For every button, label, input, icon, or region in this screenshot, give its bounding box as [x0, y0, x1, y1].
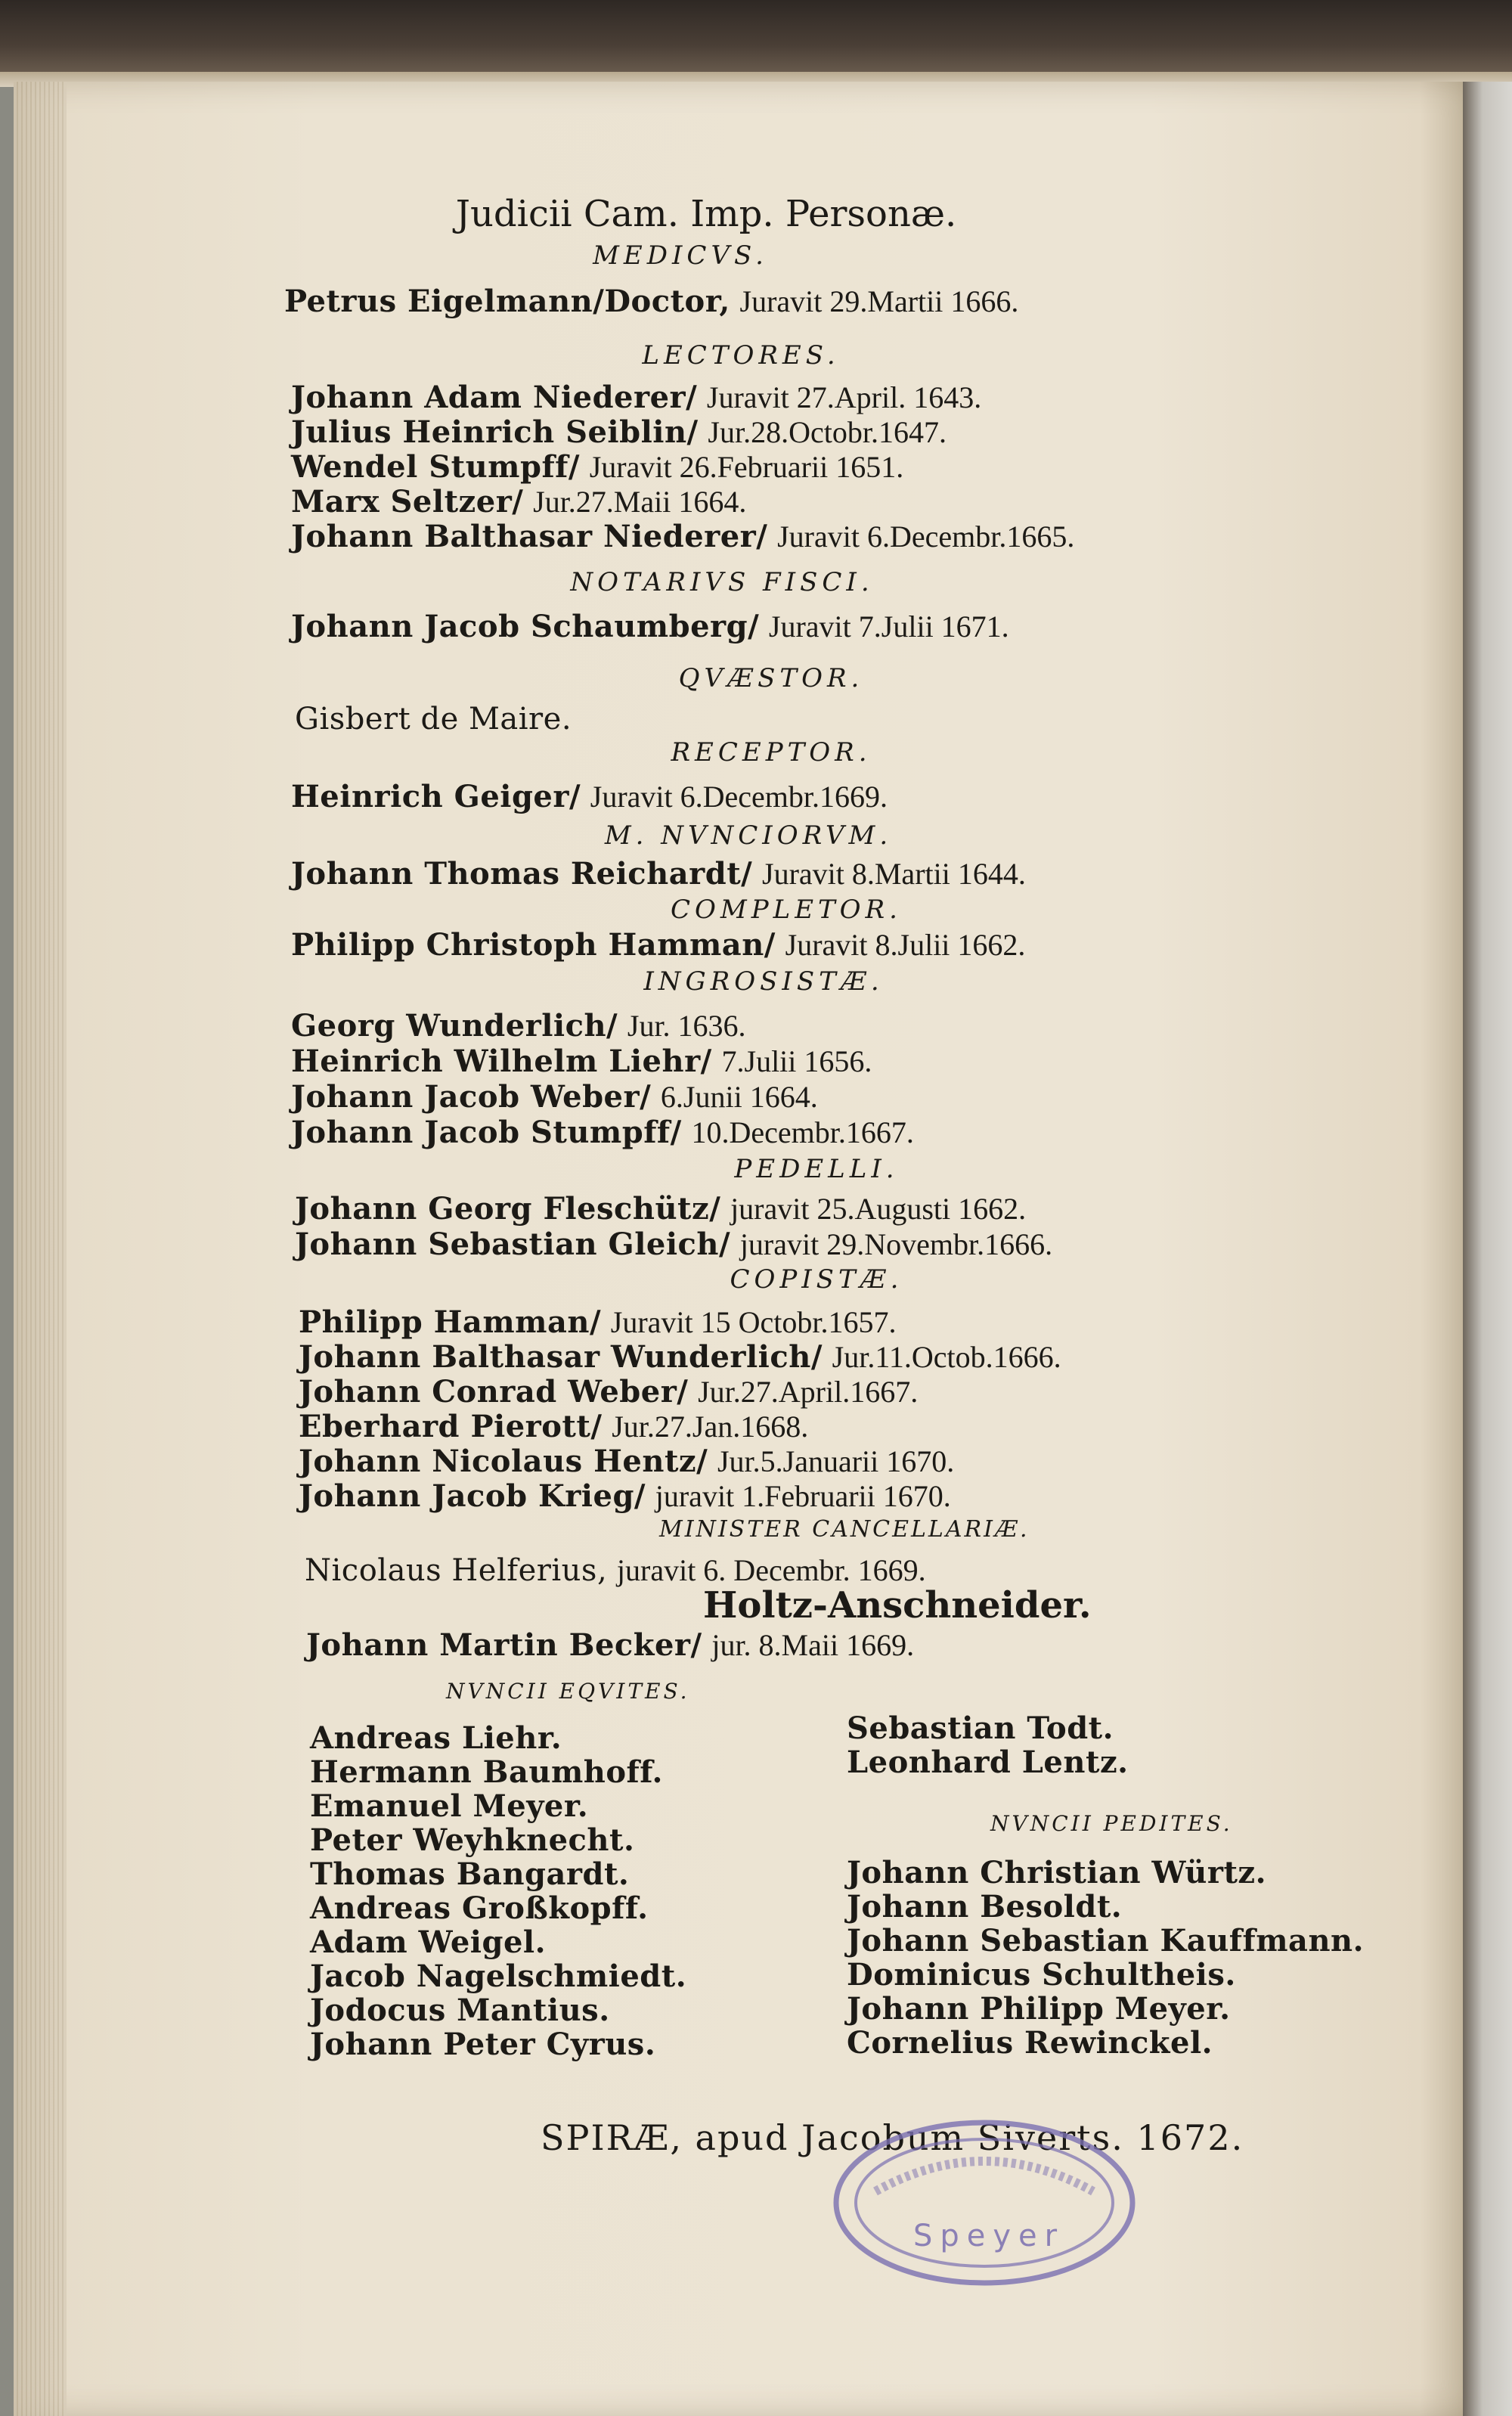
entry-date: Jur.28.Octobr.1647.: [708, 415, 947, 449]
entry-date: Juravit 26.Februarii 1651.: [589, 450, 904, 484]
section-heading-holtz: Holtz-Anschneider.: [703, 1584, 1092, 1627]
entry-minister: [305, 1552, 926, 1588]
section-heading-lectores: LECTORES.: [642, 340, 840, 371]
page-edge-right: [1463, 82, 1512, 2416]
entry-name: Johann Philipp Meyer.: [847, 1991, 1231, 2027]
entry-ingrosista: [291, 1044, 872, 1079]
entry-date: Jur.27.Maii 1664.: [533, 485, 747, 519]
list-item-eques: [310, 1856, 629, 1892]
page-edges-left: [14, 82, 67, 2416]
entry-date: Juravit 29.Martii 1666.: [739, 284, 1019, 318]
entry-name: Jodocus Mantius.: [310, 1993, 610, 2028]
entry-date: jur. 8.Maii 1669.: [711, 1628, 915, 1662]
entry-name: Johann Jacob Stumpff/: [291, 1115, 682, 1150]
entry-date: Juravit 6.Decembr.1669.: [590, 780, 888, 814]
entry-name: Johann Sebastian Gleich/: [295, 1227, 731, 1262]
entry-date: juravit 25.Augusti 1662.: [730, 1192, 1027, 1226]
entry-name: Johann Jacob Krieg/: [299, 1478, 646, 1514]
entry-date: Juravit 27.April. 1643.: [706, 380, 982, 414]
entry-holtz: [306, 1627, 914, 1663]
entry-date: juravit 6. Decembr. 1669.: [616, 1553, 926, 1587]
entry-name: Andreas Liehr.: [310, 1720, 562, 1756]
entry-name: Johann Balthasar Wunderlich/: [299, 1339, 823, 1375]
entry-date: 10.Decembr.1667.: [691, 1115, 914, 1149]
entry-copista: [299, 1304, 897, 1340]
list-item-pedes: [847, 1923, 1364, 1959]
section-heading-pedites: NVNCII PEDITES.: [990, 1811, 1233, 1836]
entry-name: Johann Thomas Reichardt/: [291, 856, 753, 892]
list-item-eques: [310, 1788, 588, 1824]
entry-lector: [291, 449, 903, 485]
book-cover-edge: [0, 0, 1512, 76]
list-item-pedes: [847, 1991, 1231, 2027]
entry-lector: [291, 380, 981, 415]
entry-name: Johann Christian Würtz.: [847, 1855, 1267, 1890]
section-heading-quaestor: QVÆSTOR.: [678, 663, 864, 693]
section-heading-copistae: COPISTÆ.: [730, 1264, 903, 1295]
imprint: SPIRÆ, apud Jacobum Siverts. 1672.: [541, 2117, 1244, 2158]
list-item-eques: [310, 1924, 546, 1960]
entry-name: Cornelius Rewinckel.: [847, 2025, 1213, 2061]
entry-name: Georg Wunderlich/: [291, 1008, 618, 1044]
section-heading-notarius: NOTARIVS FISCI.: [570, 567, 874, 597]
entry-name: Andreas Großkopff.: [310, 1890, 649, 1926]
entry-name: Johann Georg Fleschütz/: [295, 1191, 721, 1227]
section-heading-ingrosistae: INGROSISTÆ.: [643, 966, 884, 997]
entry-name: Peter Weyhknecht.: [310, 1822, 635, 1858]
list-item-eques: [847, 1745, 1129, 1780]
list-item-eques: [310, 2027, 655, 2062]
section-heading-receptor: RECEPTOR.: [671, 737, 872, 768]
section-heading-medicus: MEDICVS.: [593, 240, 768, 271]
list-item-pedes: [847, 1855, 1266, 1890]
entry-copista: [299, 1409, 808, 1444]
entry-notarius: [291, 609, 1009, 644]
list-item-eques: [310, 1959, 686, 1994]
entry-copista: [299, 1339, 1061, 1375]
list-item-pedes: [847, 1957, 1236, 1993]
entry-lector: [291, 414, 947, 450]
entry-date: 7.Julii 1656.: [721, 1044, 872, 1078]
entry-lector: [291, 519, 1074, 554]
list-item-eques: [310, 1993, 610, 2028]
entry-date: Juravit 15 Octobr.1657.: [610, 1305, 897, 1339]
entry-medicus: [284, 284, 1018, 319]
entry-receptor: [291, 779, 888, 814]
entry-date: Juravit 6.Decembr.1665.: [777, 519, 1075, 554]
list-item-pedes: [847, 2025, 1213, 2061]
list-item-eques: [310, 1822, 634, 1858]
list-item-eques: [310, 1720, 562, 1756]
entry-lector: [291, 484, 746, 519]
entry-name: Hermann Baumhoff.: [310, 1754, 663, 1790]
entry-name: Adam Weigel.: [310, 1924, 547, 1960]
section-heading-equites: NVNCII EQVITES.: [446, 1679, 690, 1704]
entry-ingrosista: [291, 1008, 746, 1044]
entry-date: juravit 29.Novembr.1666.: [739, 1227, 1053, 1261]
entry-name: Johann Peter Cyrus.: [310, 2027, 656, 2062]
entry-name: Johann Adam Niederer/: [291, 380, 698, 415]
entry-name: Dominicus Schultheis.: [847, 1957, 1236, 1993]
entry-name: Johann Martin Becker/: [306, 1627, 702, 1663]
entry-name: Heinrich Geiger/: [291, 779, 581, 814]
section-heading-pedelli: PEDELLI.: [734, 1154, 899, 1184]
entry-name: Leonhard Lentz.: [847, 1745, 1129, 1780]
entry-name: Johann Jacob Schaumberg/: [291, 609, 760, 644]
entry-name: Johann Sebastian Kauffmann.: [847, 1923, 1365, 1959]
section-heading-completor: COMPLETOR.: [671, 895, 902, 925]
entry-name: Jacob Nagelschmiedt.: [310, 1959, 687, 1994]
entry-name: Nicolaus Helferius,: [305, 1553, 608, 1588]
entry-name: Thomas Bangardt.: [310, 1856, 630, 1892]
entry-name: Philipp Christoph Hamman/: [291, 927, 776, 963]
entry-name: Eberhard Pierott/: [299, 1409, 603, 1444]
entry-date: Juravit 8.Martii 1644.: [762, 857, 1026, 891]
list-item-pedes: [847, 1889, 1122, 1924]
entry-name: Philipp Hamman/: [299, 1304, 602, 1340]
list-item-eques: [310, 1754, 663, 1790]
entry-completor: [291, 927, 1025, 963]
entry-name: Petrus Eigelmann/Doctor,: [284, 284, 730, 319]
entry-date: Jur. 1636.: [627, 1009, 746, 1043]
entry-pedellus: [295, 1191, 1026, 1227]
entry-copista: [299, 1478, 951, 1514]
entry-name: Heinrich Wilhelm Liehr/: [291, 1044, 712, 1079]
list-item-eques: [847, 1710, 1114, 1746]
stamp-text: Speyer: [912, 2219, 1065, 2253]
entry-name: Sebastian Todt.: [847, 1710, 1114, 1746]
entry-name: Emanuel Meyer.: [310, 1788, 589, 1824]
entry-date: 6.Junii 1664.: [660, 1080, 818, 1114]
section-heading-minister: MINISTER CANCELLARIÆ.: [659, 1516, 1030, 1543]
page-title: Judicii Cam. Imp. Personæ.: [455, 193, 957, 235]
list-item-eques: [310, 1890, 649, 1926]
entry-date: Jur.5.Januarii 1670.: [717, 1444, 955, 1478]
entry-name: Julius Heinrich Seiblin/: [291, 414, 699, 450]
entry-pedellus: [295, 1227, 1052, 1262]
entry-ingrosista: [291, 1115, 914, 1150]
entry-date: juravit 1.Februarii 1670.: [655, 1479, 951, 1513]
library-stamp: [830, 2116, 1139, 2290]
entry-name: Wendel Stumpff/: [291, 449, 580, 485]
entry-nunciorum: [291, 856, 1026, 892]
entry-name: Gisbert de Maire.: [295, 702, 572, 737]
entry-name: Johann Conrad Weber/: [299, 1374, 689, 1410]
entry-date: Jur.11.Octob.1666.: [832, 1340, 1061, 1374]
entry-copista: [299, 1374, 918, 1410]
entry-name: Johann Balthasar Niederer/: [291, 519, 768, 554]
entry-name: Johann Besoldt.: [847, 1889, 1123, 1924]
entry-name: Marx Seltzer/: [291, 484, 524, 519]
entry-date: Jur.27.April.1667.: [698, 1375, 919, 1409]
entry-name: Johann Jacob Weber/: [291, 1079, 652, 1115]
entry-copista: [299, 1444, 954, 1479]
entry-name: Johann Nicolaus Hentz/: [299, 1444, 708, 1479]
entry-date: Juravit 7.Julii 1671.: [768, 609, 1009, 644]
entry-ingrosista: [291, 1079, 818, 1115]
entry-quaestor: [295, 702, 572, 737]
entry-date: Jur.27.Jan.1668.: [612, 1410, 809, 1444]
section-heading-nunciorum: M. NVNCIORVM.: [604, 820, 893, 851]
entry-date: Juravit 8.Julii 1662.: [785, 928, 1026, 962]
